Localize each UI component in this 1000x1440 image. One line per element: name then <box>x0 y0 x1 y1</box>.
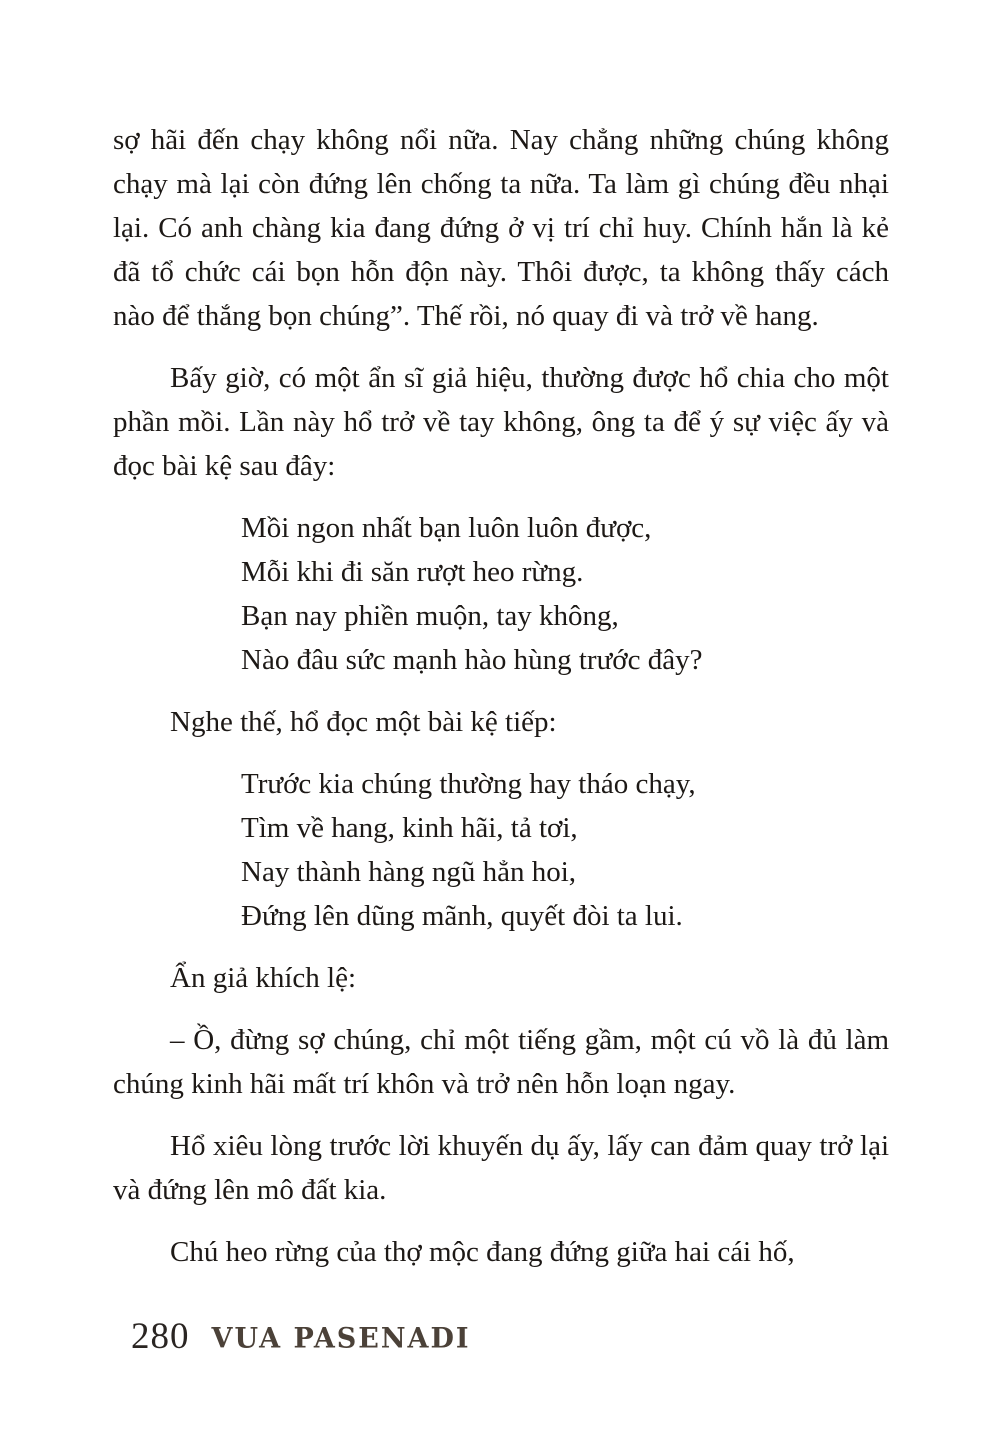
verse-line: Nay thành hàng ngũ hẳn hoi, <box>241 856 577 888</box>
paragraph-hermit-intro: Bấy giờ, có một ẩn sĩ giả hiệu, thường được hổ chia cho một phần mồi. Lần này hổ trở về tay không, ông ta để ý sự việc ấy và đọc bài kệ sau đây: <box>113 362 889 482</box>
verse-line: Tìm về hang, kinh hãi, tả tơi, <box>241 812 578 844</box>
paragraph-continuation: sợ hãi đến chạy không nổi nữa. Nay chẳng những chúng không chạy mà lại còn đứng lên chống ta nữa. Ta làm gì chúng đều nhại lại. Có anh chàng kia đang đứng ở vị trí chỉ huy. Chính hắn là kẻ đã tổ chức cái bọn hỗn độn này. Thôi được, ta không thấy cách nào để thắng bọn chúng”. Thế rồi, nó quay đi và trở về hang. <box>113 124 889 332</box>
page-footer <box>131 1316 471 1361</box>
verse-line: Nào đâu sức mạnh hào hùng trước đây? <box>241 644 703 676</box>
verse-line: Bạn nay phiền muộn, tay không, <box>241 600 619 632</box>
verse-2 <box>241 762 889 938</box>
running-title: VUA PASENADI <box>211 1322 471 1355</box>
paragraph-tiger-returns: Hổ xiêu lòng trước lời khuyến dụ ấy, lấy can đảm quay trở lại và đứng lên mô đất kia. <box>113 1130 889 1206</box>
verse-line: Mồi ngon nhất bạn luôn luôn được, <box>241 512 652 544</box>
paragraph-tiger-reply-intro: Nghe thế, hổ đọc một bài kệ tiếp: <box>170 706 557 738</box>
paragraph-hermit-encourage-intro: Ẩn giả khích lệ: <box>170 962 357 994</box>
paragraph-hermit-encouragement: – Ồ, đừng sợ chúng, chỉ một tiếng gầm, một cú vồ là đủ làm chúng kinh hãi mất trí khôn và trở nên hỗn loạn ngay. <box>113 1024 889 1100</box>
page-number: 280 <box>131 1316 190 1357</box>
paragraph-boar-standing: Chú heo rừng của thợ mộc đang đứng giữa hai cái hố, <box>170 1236 795 1268</box>
verse-line: Đứng lên dũng mãnh, quyết đòi ta lui. <box>241 900 683 932</box>
verse-line: Trước kia chúng thường hay tháo chạy, <box>241 768 696 800</box>
page-text <box>113 118 889 1292</box>
verse-line: Mỗi khi đi săn rượt heo rừng. <box>241 556 584 588</box>
verse-1 <box>241 506 889 682</box>
